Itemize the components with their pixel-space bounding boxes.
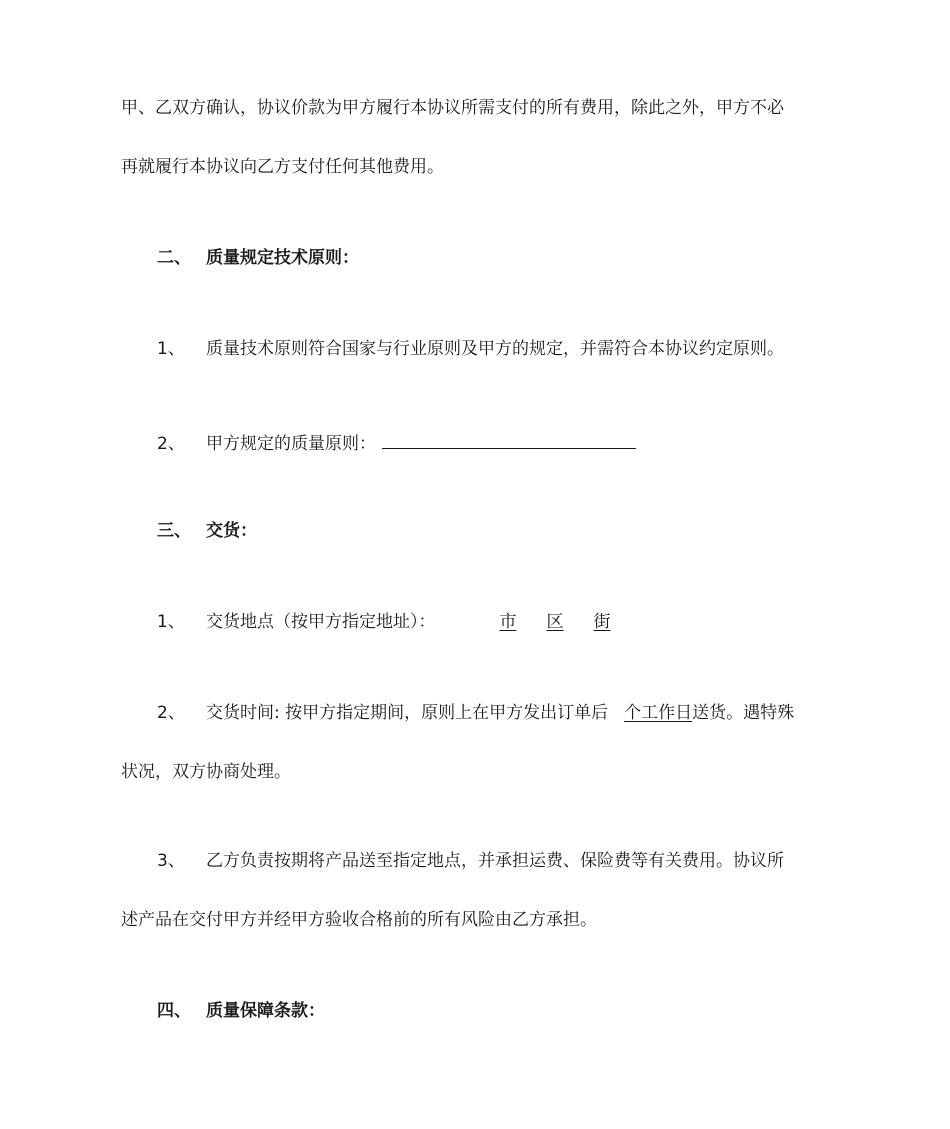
list-item <box>157 701 794 725</box>
section-title: 质量保障条款： <box>206 1001 325 1021</box>
section-title: 交货： <box>206 521 257 541</box>
section-heading-3 <box>157 519 257 543</box>
list-item <box>157 849 784 873</box>
address-city: 市 <box>499 612 517 632</box>
section-number: 三、 <box>157 521 191 541</box>
workday-blank[interactable] <box>608 703 692 723</box>
section-number: 四、 <box>157 1001 191 1021</box>
section-heading-2 <box>157 246 359 270</box>
fill-in-blank[interactable] <box>382 428 636 449</box>
address-street: 街 <box>593 612 611 632</box>
item-text: 甲方规定的质量原则： <box>206 434 376 454</box>
item-number: 3、 <box>157 851 185 871</box>
list-item <box>157 610 611 634</box>
paragraph-line: 述产品在交付甲方并经甲方验收合格前的所有风险由乙方承担。 <box>121 910 597 930</box>
section-title: 质量规定技术原则： <box>206 248 359 268</box>
item-number: 1、 <box>157 612 185 632</box>
paragraph-line: 状况，双方协商处理。 <box>121 762 291 782</box>
item-text: 送货。遇特殊 <box>692 703 795 723</box>
address-blank[interactable] <box>436 612 611 632</box>
item-text: 交货时间: 按甲方指定期间，原则上在甲方发出订单后 <box>206 703 609 723</box>
list-item <box>157 337 784 361</box>
item-number: 2、 <box>157 703 185 723</box>
item-number: 1、 <box>157 339 185 359</box>
section-heading-4 <box>157 999 325 1023</box>
list-item <box>157 428 636 456</box>
address-district: 区 <box>546 612 564 632</box>
paragraph-line: 再就履行本协议向乙方支付任何其他费用。 <box>121 157 444 177</box>
item-text: 质量技术原则符合国家与行业原则及甲方的规定，并需符合本协议约定原则。 <box>206 339 784 359</box>
workday-label: 个工作日 <box>624 703 693 723</box>
item-number: 2、 <box>157 434 185 454</box>
paragraph-line: 甲、乙双方确认，协议价款为甲方履行本协议所需支付的所有费用，除此之外，甲方不必 <box>121 98 784 118</box>
item-text: 交货地点（按甲方指定地址）： <box>206 612 436 632</box>
item-text: 乙方负责按期将产品送至指定地点，并承担运费、保险费等有关费用。协议所 <box>206 851 784 871</box>
section-number: 二、 <box>157 248 191 268</box>
